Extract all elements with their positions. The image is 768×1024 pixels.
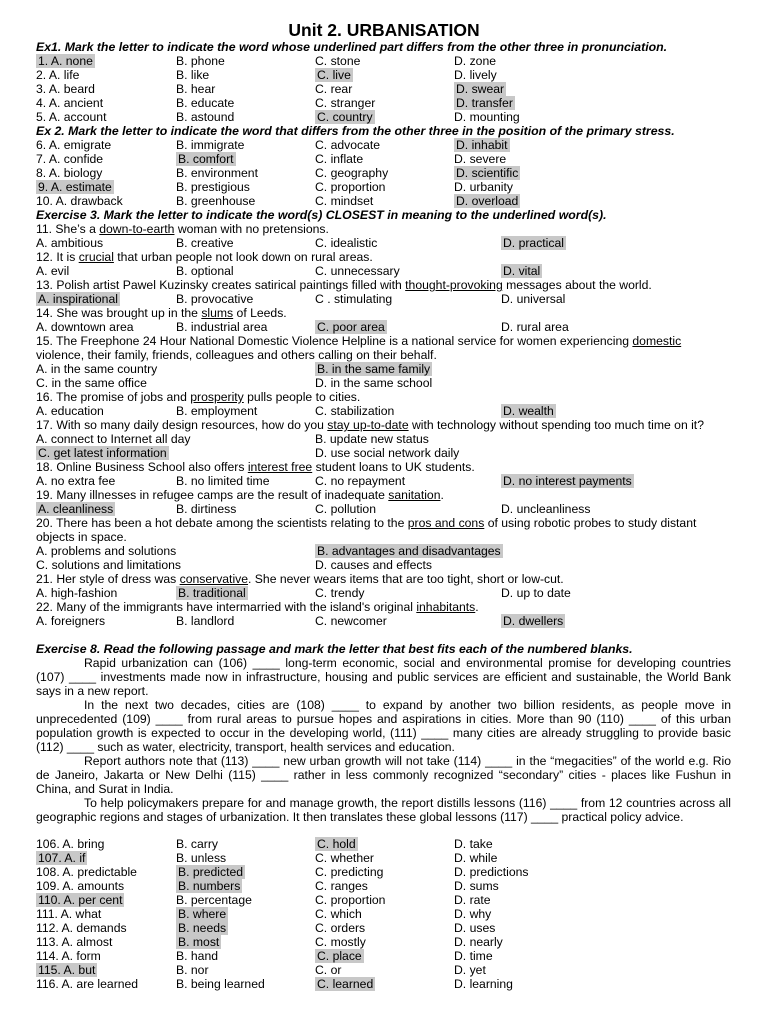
option-c[interactable]: C. geography: [315, 166, 389, 180]
option-c[interactable]: C. which: [315, 907, 362, 921]
option-a[interactable]: A. high-fashion: [36, 586, 118, 600]
option-b[interactable]: B. nor: [176, 963, 209, 977]
option-d[interactable]: D. universal: [501, 292, 566, 306]
answer-row: [36, 977, 736, 991]
answer-row: [36, 264, 736, 278]
option-c[interactable]: C. country: [317, 110, 373, 124]
option-d[interactable]: D. dwellers: [503, 614, 564, 628]
underlined-phrase: domestic: [632, 334, 682, 348]
question-stem: 21. Her style of dress was conservative. She never wears items that are too tight, short or low-cut.: [36, 572, 564, 586]
answer-row: [36, 502, 736, 516]
option-d[interactable]: D. why: [454, 907, 492, 921]
option-c[interactable]: C. proportion: [315, 180, 386, 194]
option-d[interactable]: D. scientific: [456, 166, 519, 180]
option-c[interactable]: C. or: [315, 963, 342, 977]
page-title: Unit 2. URBANISATION: [288, 20, 480, 40]
ex2-heading: Ex 2. Mark the letter to indicate the word that differs from the other three in the position of the primary stress.: [36, 124, 675, 138]
option-a[interactable]: 108. A. predictable: [36, 865, 137, 879]
answer-row: [36, 963, 736, 977]
option-c[interactable]: C. hold: [317, 837, 356, 851]
option-d[interactable]: D. overload: [456, 194, 519, 208]
option-a[interactable]: 10. A. drawback: [36, 194, 123, 208]
option-b[interactable]: B. traditional: [178, 586, 246, 600]
question-stem: 18. Online Business School also offers interest free student loans to UK students.: [36, 460, 475, 474]
option-b[interactable]: B. hand: [176, 949, 219, 963]
answer-row: [36, 474, 736, 488]
option-c[interactable]: C. get latest information: [38, 446, 167, 460]
option-b[interactable]: B. carry: [176, 837, 218, 851]
option-a[interactable]: A. education: [36, 404, 104, 418]
option-c[interactable]: C. trendy: [315, 586, 365, 600]
answer-row: [36, 376, 736, 390]
option-c[interactable]: C. no repayment: [315, 474, 406, 488]
answer-row: [36, 893, 736, 907]
option-d[interactable]: D. predictions: [454, 865, 529, 879]
option-a[interactable]: 3. A. beard: [36, 82, 95, 96]
option-b[interactable]: B. unless: [176, 851, 227, 865]
option-d[interactable]: D. use social network daily: [315, 446, 460, 460]
underlined-phrase: down-to-earth: [99, 222, 175, 236]
option-b[interactable]: B. employment: [176, 404, 258, 418]
option-b[interactable]: B. dirtiness: [176, 502, 237, 516]
option-b[interactable]: B. where: [178, 907, 227, 921]
answer-row: [36, 68, 736, 82]
option-b[interactable]: B. most: [178, 935, 220, 949]
underlined-phrase: stay up-to-date: [327, 418, 409, 432]
option-b[interactable]: B. phone: [176, 54, 225, 68]
option-b[interactable]: B. astound: [176, 110, 235, 124]
answer-row: [36, 558, 736, 572]
underlined-phrase: pros and cons: [407, 516, 485, 530]
option-a[interactable]: 7. A. confide: [36, 152, 104, 166]
ex1-heading: Ex1. Mark the letter to indicate the word whose underlined part differs from the other three in pronunciation.: [36, 40, 668, 54]
underlined-phrase: slums: [201, 306, 234, 320]
question-stem: 19. Many illnesses in refugee camps are the result of inadequate sanitation.: [36, 488, 444, 502]
underlined-phrase: thought-provoking: [405, 278, 503, 292]
answer-row: [36, 432, 736, 446]
underlined-phrase: interest free: [247, 460, 313, 474]
option-c[interactable]: C. ranges: [315, 879, 368, 893]
question-stem: 11. She’s a down-to-earth woman with no pretensions.: [36, 222, 329, 236]
option-c[interactable]: C. stone: [315, 54, 361, 68]
option-d[interactable]: D. learning: [454, 977, 513, 991]
option-c[interactable]: C. stranger: [315, 96, 376, 110]
passage-paragraph: Report authors note that (113) ____ new urban growth will not take (114) ____ in the “megacities” of the world e.g. Rio de Janeiro, Jakarta or New Delhi (115) ____ rather in less commonly recognized “secondary” cities - places like Fushun in China, and Surat in India.: [36, 754, 731, 796]
answer-row: [36, 865, 736, 879]
answer-row: [36, 949, 736, 963]
option-d[interactable]: D. rural area: [501, 320, 569, 334]
option-c[interactable]: C. newcomer: [315, 614, 387, 628]
underlined-phrase: prosperity: [190, 390, 244, 404]
answer-row: [36, 138, 736, 152]
option-a[interactable]: A. downtown area: [36, 320, 134, 334]
option-d[interactable]: D. take: [454, 837, 493, 851]
answer-row: [36, 907, 736, 921]
option-c[interactable]: C. whether: [315, 851, 374, 865]
option-a[interactable]: 110. A. per cent: [38, 893, 123, 907]
answer-row: [36, 180, 736, 194]
answer-row: [36, 851, 736, 865]
option-d[interactable]: D. causes and effects: [315, 558, 432, 572]
option-a[interactable]: 109. A. amounts: [36, 879, 125, 893]
option-d[interactable]: D. nearly: [454, 935, 503, 949]
option-a[interactable]: 116. A. are learned: [36, 977, 139, 991]
option-b[interactable]: B. optional: [176, 264, 234, 278]
answer-row: [36, 54, 736, 68]
option-b[interactable]: B. immigrate: [176, 138, 245, 152]
option-b[interactable]: B. percentage: [176, 893, 252, 907]
question-stem: 17. With so many daily design resources, how do you stay up-to-date with technology without spending too much time on it?: [36, 418, 704, 432]
answer-row: [36, 194, 736, 208]
option-b[interactable]: B. hear: [176, 82, 216, 96]
option-b[interactable]: B. update new status: [315, 432, 429, 446]
option-c[interactable]: C. proportion: [315, 893, 386, 907]
option-c[interactable]: C. orders: [315, 921, 366, 935]
option-a[interactable]: 114. A. form: [36, 949, 101, 963]
option-c[interactable]: C. rear: [315, 82, 353, 96]
answer-row: [36, 935, 736, 949]
option-b[interactable]: B. landlord: [176, 614, 235, 628]
option-d[interactable]: D. swear: [456, 82, 505, 96]
option-a[interactable]: A. problems and solutions: [36, 544, 177, 558]
answer-row: [36, 236, 736, 250]
answer-row: [36, 320, 736, 334]
answer-row: [36, 879, 736, 893]
option-d[interactable]: D. uncleanliness: [501, 502, 591, 516]
answer-row: [36, 82, 736, 96]
option-a[interactable]: A. ambitious: [36, 236, 104, 250]
option-c[interactable]: C. mostly: [315, 935, 366, 949]
option-a[interactable]: 5. A. account: [36, 110, 107, 124]
answer-row: [36, 404, 736, 418]
question-stem: 12. It is crucial that urban people not look down on rural areas.: [36, 250, 373, 264]
question-stem: 22. Many of the immigrants have intermarried with the island's original inhabitants.: [36, 600, 479, 614]
answer-row: [36, 362, 736, 376]
option-b[interactable]: B. provocative: [176, 292, 254, 306]
option-d[interactable]: D. yet: [454, 963, 486, 977]
option-b[interactable]: B. needs: [178, 921, 227, 935]
option-c[interactable]: C. solutions and limitations: [36, 558, 181, 572]
option-a[interactable]: A. evil: [36, 264, 70, 278]
option-a[interactable]: 113. A. almost: [36, 935, 113, 949]
option-c[interactable]: C. advocate: [315, 138, 381, 152]
option-c[interactable]: C. inflate: [315, 152, 364, 166]
underlined-phrase: inhabitants: [416, 600, 476, 614]
underlined-phrase: sanitation: [388, 488, 441, 502]
option-c[interactable]: C. live: [317, 68, 351, 82]
option-c[interactable]: C . stimulating: [315, 292, 393, 306]
option-d[interactable]: D. time: [454, 949, 493, 963]
answer-row: [36, 921, 736, 935]
option-b[interactable]: B. in the same family: [317, 362, 431, 376]
option-a[interactable]: 111. A. what: [36, 907, 102, 921]
ex3-heading: Exercise 3. Mark the letter to indicate the word(s) CLOSEST in meaning to the underlined word(s).: [36, 208, 607, 222]
option-a[interactable]: A. cleanliness: [38, 502, 114, 516]
option-c[interactable]: C. pollution: [315, 502, 376, 516]
option-a[interactable]: A. inspirational: [38, 292, 118, 306]
passage-paragraph: In the next two decades, cities are (108) ____ to expand by another two billion residents, as people move in unprecedented (109) ____ from rural areas to pursue hopes and aspirations in cities. More than 90 (110) ____ of this urban population growth is expected to occur in the developing world, (111) ____ many cities are already struggling to provide basic (112) ____ such as water, electricity, transport, health services and education.: [36, 698, 731, 754]
option-d[interactable]: D. while: [454, 851, 498, 865]
option-a[interactable]: A. foreigners: [36, 614, 106, 628]
option-d[interactable]: D. inhabit: [456, 138, 508, 152]
option-c[interactable]: C. place: [317, 949, 362, 963]
answer-row: [36, 614, 736, 628]
passage-paragraph: Rapid urbanization can (106) ____ long-term economic, social and environmental promise for developing countries (107) ____ investments made now in infrastructure, housing and public services are efficient and sustainable, the World Bank says in a new report.: [36, 656, 731, 698]
answer-row: [36, 110, 736, 124]
option-b[interactable]: B. advantages and disadvantages: [317, 544, 501, 558]
underlined-phrase: crucial: [78, 250, 114, 264]
option-d[interactable]: D. rate: [454, 893, 491, 907]
option-a[interactable]: A. connect to Internet all day: [36, 432, 191, 446]
option-d[interactable]: D. in the same school: [315, 376, 433, 390]
option-b[interactable]: B. like: [176, 68, 210, 82]
option-a[interactable]: A. no extra fee: [36, 474, 116, 488]
option-a[interactable]: 1. A. none: [38, 54, 93, 68]
underlined-phrase: conservative: [179, 572, 249, 586]
option-c[interactable]: C. stabilization: [315, 404, 395, 418]
option-d[interactable]: D. sums: [454, 879, 499, 893]
option-b[interactable]: B. predicted: [178, 865, 244, 879]
option-b[interactable]: B. comfort: [178, 152, 234, 166]
answer-row: [36, 166, 736, 180]
option-c[interactable]: C. poor area: [317, 320, 385, 334]
question-stem: 16. The promise of jobs and prosperity pulls people to cities.: [36, 390, 361, 404]
question-stem: 13. Polish artist Pawel Kuzinsky creates satirical paintings filled with thought-provoking messages about the world.: [36, 278, 652, 292]
option-b[interactable]: B. being learned: [176, 977, 265, 991]
option-b[interactable]: B. environment: [176, 166, 258, 180]
option-c[interactable]: C. idealistic: [315, 236, 378, 250]
option-a[interactable]: 2. A. life: [36, 68, 80, 82]
option-a[interactable]: 4. A. ancient: [36, 96, 104, 110]
option-a[interactable]: 107. A. if: [38, 851, 86, 865]
option-c[interactable]: C. predicting: [315, 865, 384, 879]
answer-row: [36, 446, 736, 460]
option-a[interactable]: 6. A. emigrate: [36, 138, 112, 152]
option-a[interactable]: 106. A. bring: [36, 837, 105, 851]
option-a[interactable]: 112. A. demands: [36, 921, 127, 935]
passage-paragraph: To help policymakers prepare for and manage growth, the report distills lessons (116) ____ from 12 countries across all geographic regions and stages of urbanization. It then translates these global lessons (117) ____ practical policy advice.: [36, 796, 731, 824]
question-stem: 14. She was brought up in the slums of Leeds.: [36, 306, 287, 320]
option-d[interactable]: D. up to date: [501, 586, 571, 600]
answer-row: [36, 586, 736, 600]
option-c[interactable]: C. unnecessary: [315, 264, 400, 278]
option-c[interactable]: C. in the same office: [36, 376, 147, 390]
option-d[interactable]: D. vital: [503, 264, 541, 278]
answer-row: [36, 544, 736, 558]
option-a[interactable]: 9. A. estimate: [38, 180, 112, 194]
option-b[interactable]: B. creative: [176, 236, 234, 250]
option-a[interactable]: A. in the same country: [36, 362, 158, 376]
answer-row: [36, 292, 736, 306]
option-d[interactable]: D. zone: [454, 54, 497, 68]
answer-row: [36, 152, 736, 166]
option-a[interactable]: 115. A. but: [38, 963, 96, 977]
option-d[interactable]: D. no interest payments: [503, 474, 632, 488]
ex8-heading: Exercise 8. Read the following passage and mark the letter that best fits each of the numbered blanks.: [36, 642, 633, 656]
option-d[interactable]: D. mounting: [454, 110, 520, 124]
option-d[interactable]: D. wealth: [503, 404, 554, 418]
option-b[interactable]: B. educate: [176, 96, 235, 110]
option-c[interactable]: C. mindset: [315, 194, 374, 208]
option-b[interactable]: B. no limited time: [176, 474, 270, 488]
question-stem: 20. There has been a hot debate among the scientists relating to the pros and cons of using robotic probes to study distant objects in space.: [36, 516, 697, 544]
option-d[interactable]: D. uses: [454, 921, 496, 935]
question-stem: 15. The Freephone 24 Hour National Domestic Violence Helpline is a national service for women experiencing domestic violence, their family, friends, colleagues and others calling on their behalf.: [36, 334, 682, 362]
option-b[interactable]: B. prestigious: [176, 180, 250, 194]
option-c[interactable]: C. learned: [317, 977, 374, 991]
answer-row: [36, 837, 736, 851]
option-d[interactable]: D. severe: [454, 152, 507, 166]
option-b[interactable]: B. greenhouse: [176, 194, 256, 208]
option-d[interactable]: D. practical: [503, 236, 564, 250]
answer-row: [36, 96, 736, 110]
option-d[interactable]: D. transfer: [456, 96, 513, 110]
option-d[interactable]: D. urbanity: [454, 180, 513, 194]
option-b[interactable]: B. numbers: [178, 879, 241, 893]
option-b[interactable]: B. industrial area: [176, 320, 268, 334]
option-d[interactable]: D. lively: [454, 68, 497, 82]
option-a[interactable]: 8. A. biology: [36, 166, 103, 180]
